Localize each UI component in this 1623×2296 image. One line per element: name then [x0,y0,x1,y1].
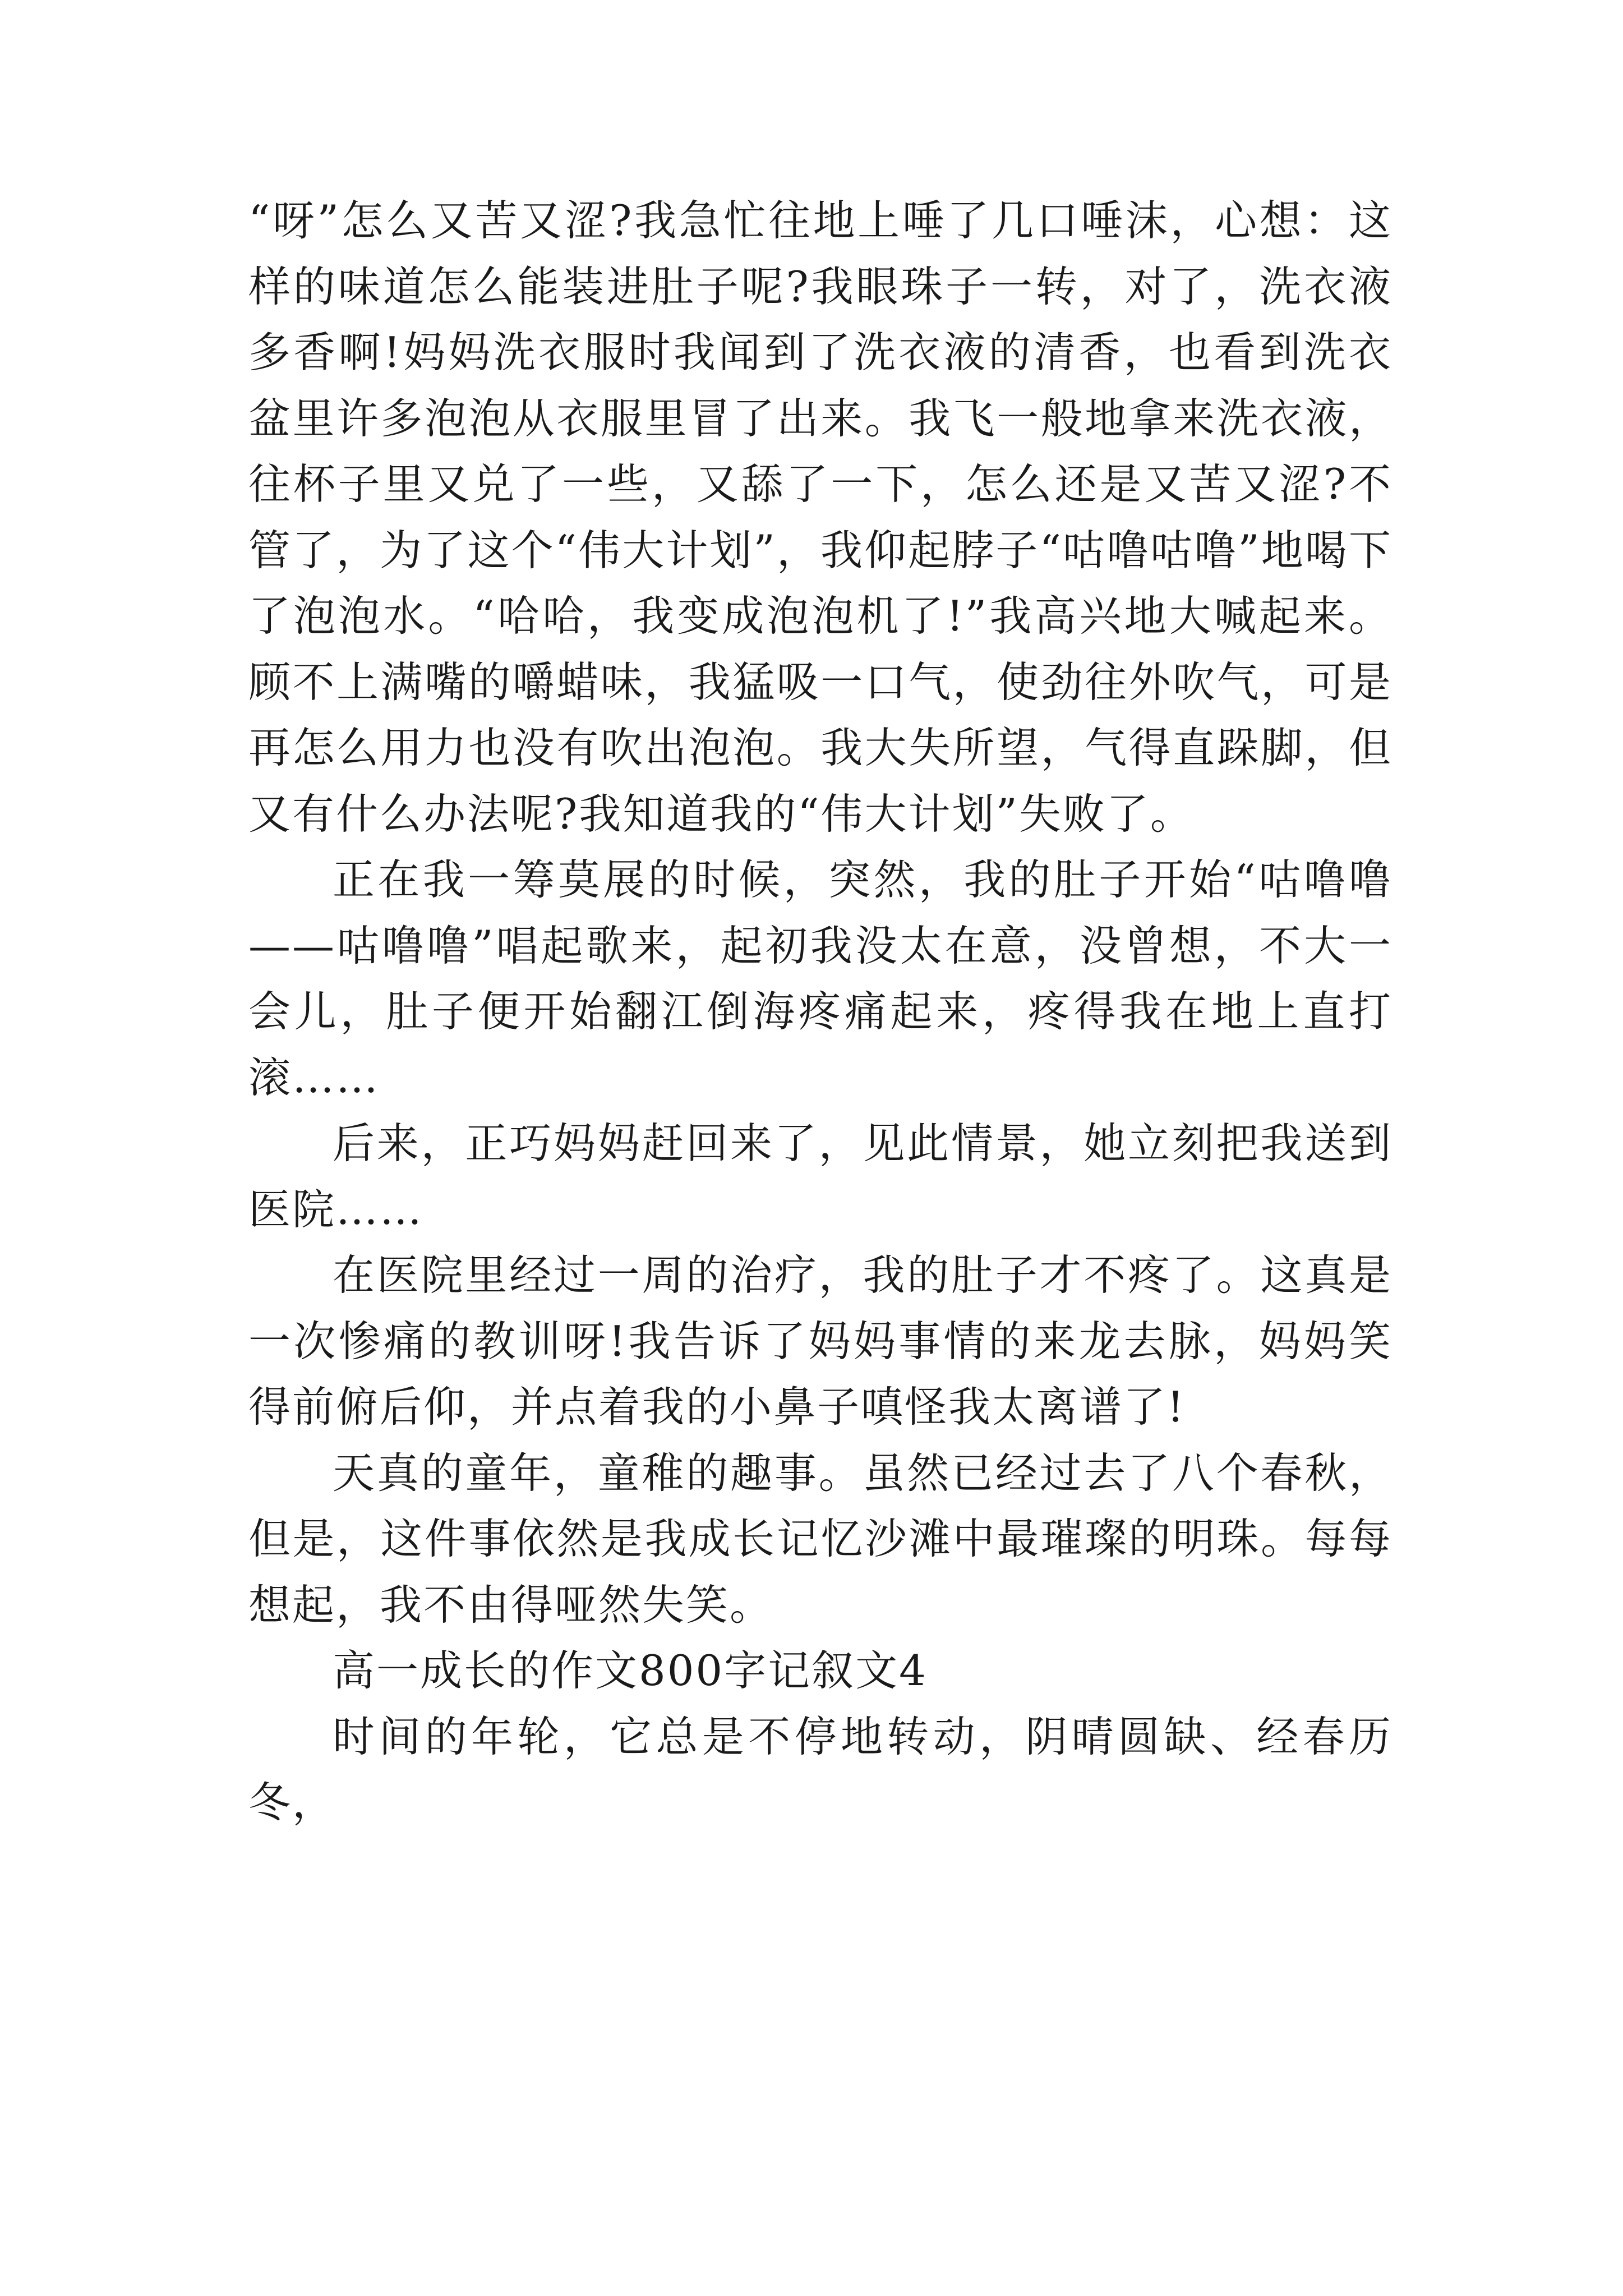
paragraph-5: 天真的童年，童稚的趣事。虽然已经过去了八个春秋，但是，这件事依然是我成长记忆沙滩中最璀璨的明珠。每每想起，我不由得哑然失笑。 [248,1448,1393,1630]
paragraph-3: 后来，正巧妈妈赶回来了，见此情景，她立刻把我送到医院…… [248,1119,1393,1234]
paragraph-1: “呀”怎么又苦又涩?我急忙往地上唾了几口唾沫，心想：这样的味道怎么能装进肚子呢?我眼珠子一转，对了，洗衣液多香啊!妈妈洗衣服时我闻到了洗衣液的清香，也看到洗衣盆里许多泡泡从衣服里冒了出来。我飞一般地拿来洗衣液，往杯子里又兑了一些，又舔了一下，怎么还是又苦又涩?不管了，为了这个“伟大计划”，我仰起脖子“咕噜咕噜”地喝下了泡泡水。“哈哈，我变成泡泡机了!”我高兴地大喊起来。顾不上满嘴的嚼蜡味，我猛吸一口气，使劲往外吹气，可是再怎么用力也没有吹出泡泡。我大失所望，气得直跺脚，但又有什么办法呢?我知道我的“伟大计划”失败了。 [248,196,1393,839]
section-heading: 高一成长的作文800字记叙文4 [333,1646,928,1695]
document-body [248,188,1393,1836]
paragraph-4: 在医院里经过一周的治疗，我的肚子才不疼了。这真是一次惨痛的教训呀!我告诉了妈妈事情的来龙去脉，妈妈笑得前俯后仰，并点着我的小鼻子嗔怪我太离谱了! [248,1250,1393,1432]
paragraph-6: 时间的年轮，它总是不停地转动，阴晴圆缺、经春历冬， [248,1711,1393,1827]
paragraph-2: 正在我一筹莫展的时候，突然，我的肚子开始“咕噜噜——咕噜噜”唱起歌来，起初我没太在意，没曾想，不大一会儿，肚子便开始翻江倒海疼痛起来，疼得我在地上直打滚…… [248,855,1393,1102]
